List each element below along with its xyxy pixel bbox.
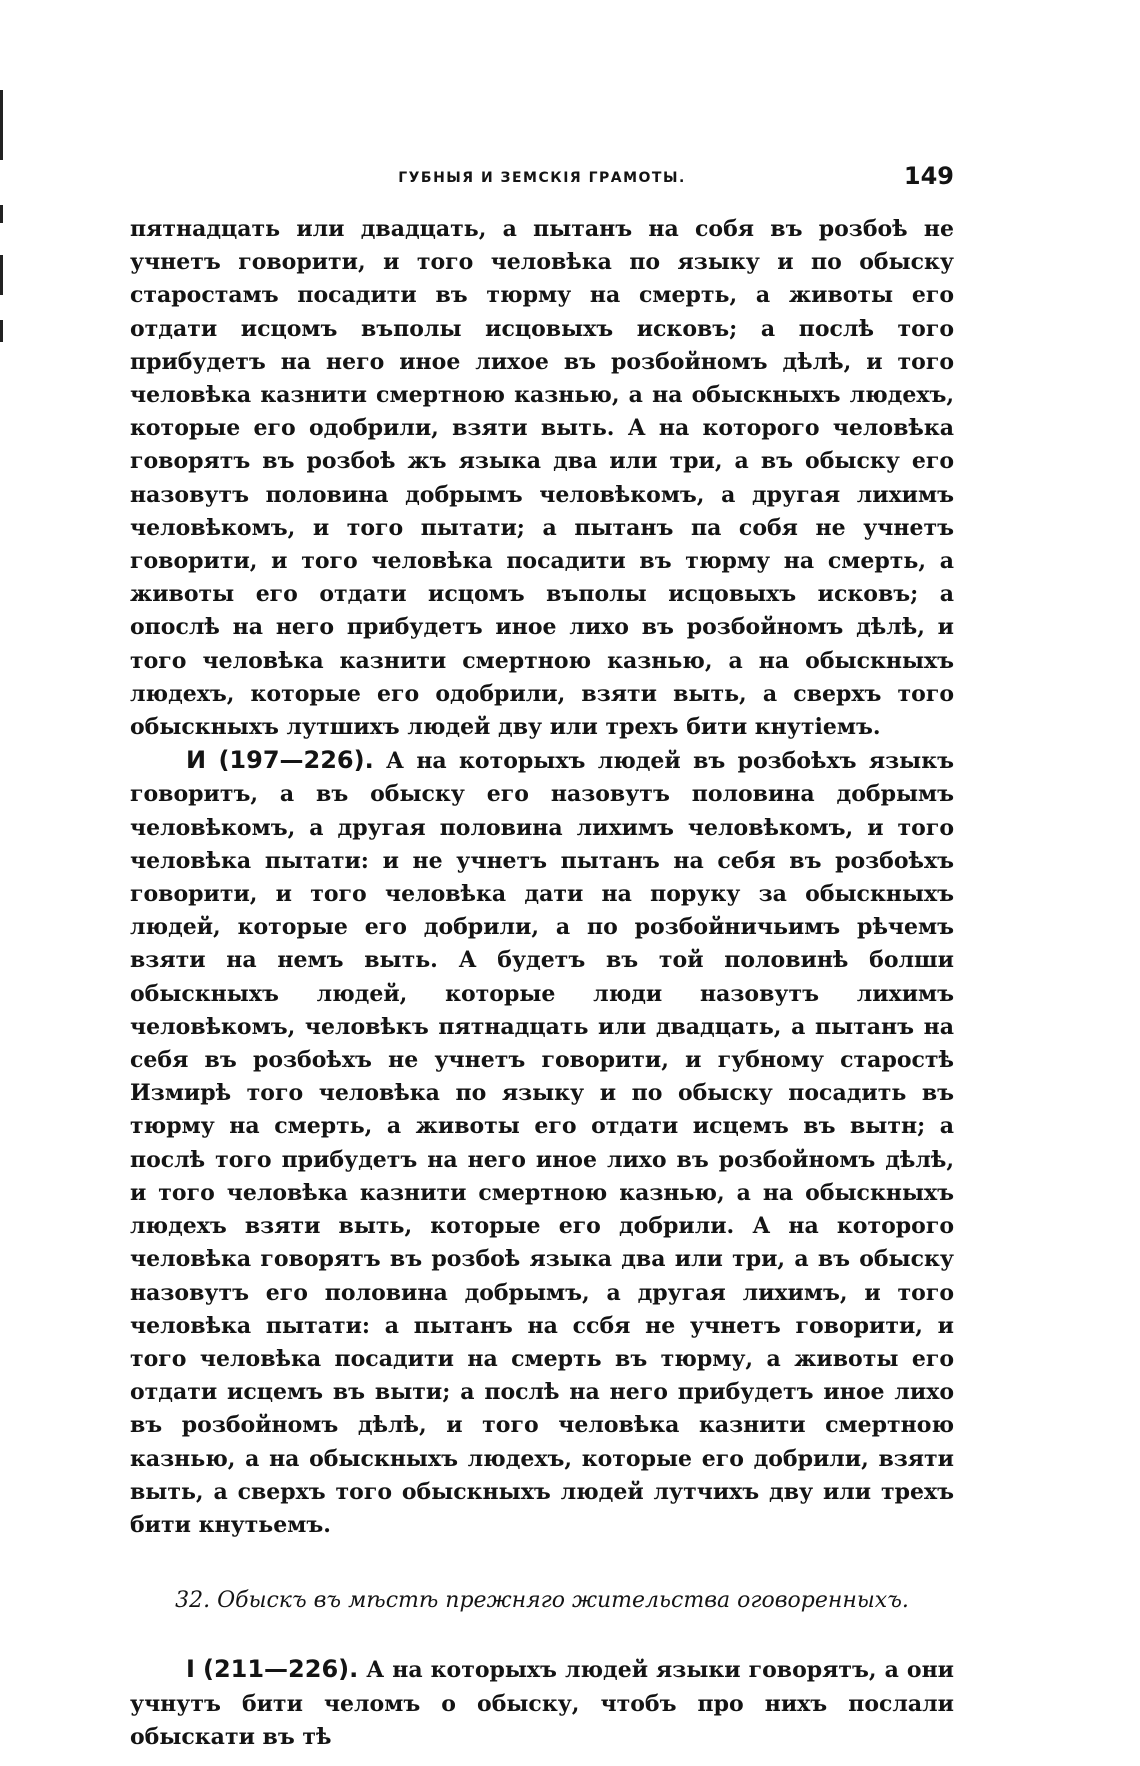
- scan-edge-mark: [0, 320, 3, 342]
- document-year-range: (197—226).: [218, 746, 374, 775]
- scan-edge-mark: [0, 255, 3, 295]
- document-year-range: (211—226).: [202, 1655, 359, 1684]
- scan-edge-mark: [0, 205, 3, 223]
- body-text: [130, 213, 954, 1754]
- page-number: 149: [903, 162, 954, 190]
- paragraph-2-text: А на которыхъ людей въ розбоѣхъ языкъ говоритъ, а въ обыску его назовутъ половина добрымъ человѣкомъ, а другая половина лихимъ человѣкомъ, и того человѣка пытати: и не учнетъ пытанъ на себя въ розбоѣхъ говорити, и того человѣка дати на поруку за обыскныхъ людей, которые его добрили, а по розбойничьимъ рѣчемъ взяти на немъ выть. А будетъ въ той половинѣ болши обыскныхъ людей, которые люди назовутъ лихимъ человѣкомъ, человѣкъ пятнадцать или двадцать, а пытанъ на себя въ розбоѣхъ не учнетъ говорити, и губному старостѣ Измирѣ того человѣка по языку и по обыску посадить въ тюрму на смерть, а животы его отдати исцемъ въ вытн; а послѣ того прибудетъ на него иное лихо въ розбойномъ дѣлѣ, и того человѣка казнити смертною казнью, а на обыскныхъ людехъ взяти выть, которые его добрили. А на которого человѣка говорятъ въ розбоѣ языка два или три, а въ обыску назовутъ его половина добрымъ, а другая лихимъ, и того человѣка пытати: а пытанъ на ссбя не учнетъ говорити, и того человѣка посадити на смерть въ тюрму, а животы его отдати исцемъ въ выти; а послѣ на него прибудетъ иное лихо въ розбойномъ дѣлѣ, и того человѣка казнити смертною казнью, а на обыскныхъ людехъ, которые его добрили, взяти выть, а сверхъ того обыскныхъ людей лутчихъ дву или трехъ бити кнутьемъ.: [130, 748, 954, 1538]
- section-heading: 32. Обыскъ въ мѣстѣ прежняго жительства оговоренныхъ.: [175, 1588, 909, 1614]
- document-mark: И: [186, 746, 207, 775]
- paragraph-2: [130, 744, 954, 1542]
- page-header: [130, 162, 954, 202]
- paragraph-3-text: А на которыхъ людей языки говорятъ, а они учнутъ бити челомъ о обыску, чтобъ про нихъ послали обыскати въ тѣ: [130, 1657, 954, 1750]
- scan-edge-mark: [0, 90, 3, 160]
- document-mark: I: [186, 1655, 195, 1684]
- paragraph-1: пятнадцать или двадцать, а пытанъ на собя въ розбоѣ не учнетъ говорити, и того человѣка по языку и по обыску старостамъ посадити въ тюрму на смерть, а животы его отдати исцомъ въполы исцовыхъ исковъ; а послѣ того прибудетъ на него иное лихое въ розбойномъ дѣлѣ, и того человѣка казнити смертною казнью, а на обыскныхъ людехъ, которые его одобрили, взяти выть. А на которого человѣка говорятъ въ розбоѣ жъ языка два или три, а въ обыску его назовутъ половина добрымъ человѣкомъ, а другая лихимъ человѣкомъ, и того пытати; а пытанъ па собя не учнетъ говорити, и того человѣка посадити въ тюрму на смерть, а животы его отдати исцомъ въполы исцовыхъ исковъ; а опослѣ на него прибудетъ иное лихо въ розбойномъ дѣлѣ, и того человѣка казнити смертною казнью, а на обыскныхъ людехъ, которые его одобрили, взяти выть, а сверхъ того обыскныхъ лутшихъ людей дву или трехъ бити кнутіемъ.: [130, 216, 954, 741]
- running-head: ГУБНЫЯ И ЗЕМСКІЯ ГРАМОТЫ.: [398, 170, 686, 186]
- paragraph-3: [130, 1653, 954, 1754]
